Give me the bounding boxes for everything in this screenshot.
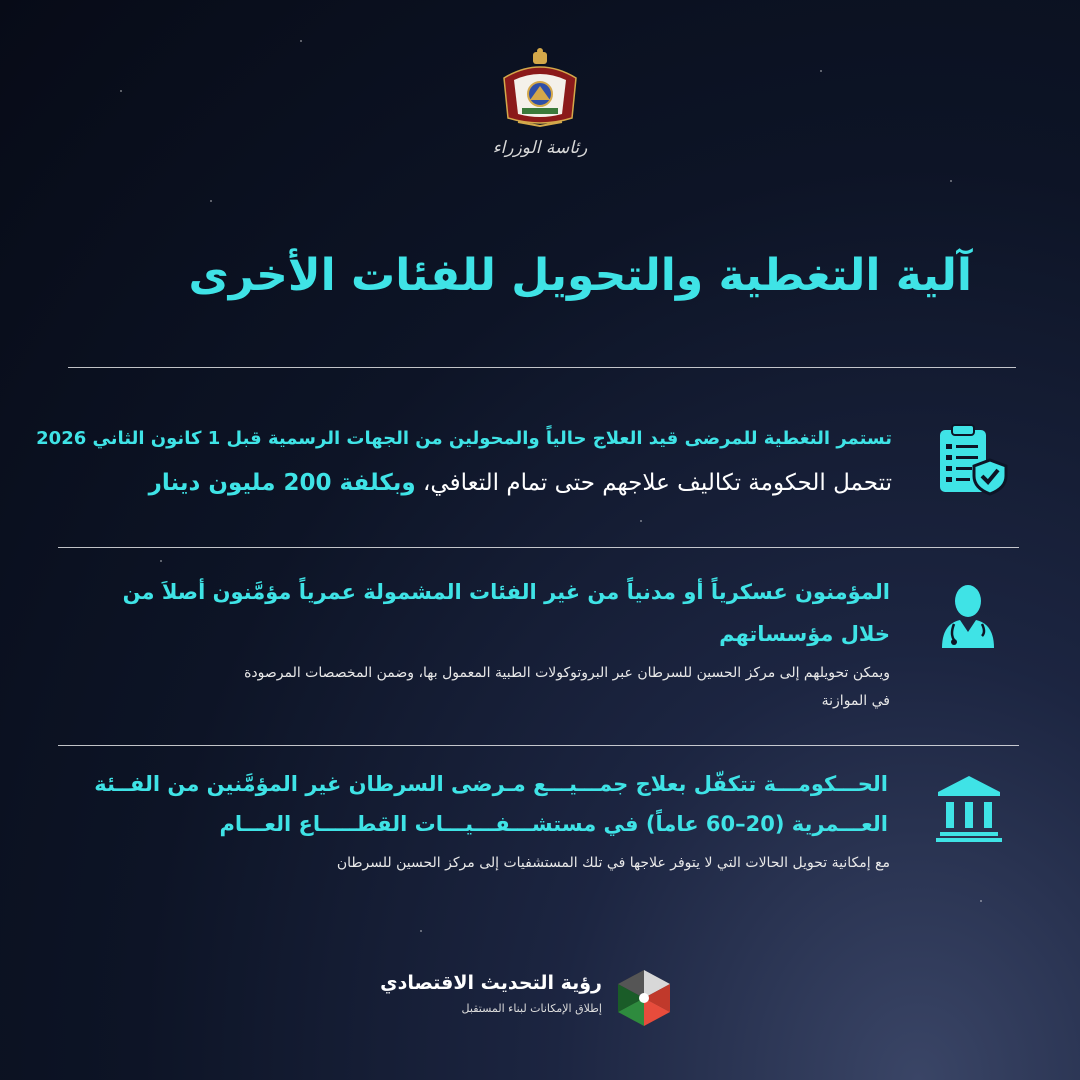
star xyxy=(950,180,952,182)
government-cost-statement: تتحمل الحكومة تكاليف علاجهم حتى تمام التعافي، xyxy=(415,470,892,496)
star xyxy=(160,560,162,562)
star xyxy=(980,900,982,902)
clipboard-shield-icon xyxy=(936,424,1010,496)
footer-logo-title: رؤية التحديث الاقتصادي xyxy=(380,972,602,994)
section-divider xyxy=(58,547,1019,548)
star xyxy=(820,70,822,72)
jordan-royal-emblem-icon xyxy=(500,48,580,130)
section-2-note-line-2: في الموازنة xyxy=(821,693,890,709)
star xyxy=(420,930,422,932)
section-2-heading-line-2: خلال مؤسساتهم xyxy=(719,622,890,646)
section-3-note: مع إمكانية تحويل الحالات التي لا يتوفر علاجها في تلك المستشفيات إلى مركز الحسين للسرطان xyxy=(336,855,890,871)
economic-vision-logo-icon xyxy=(614,968,674,1028)
section-3-heading-line-2: العـــمرية (20–60 عاماً) في مستشـــفـــيـــات القطـــــاع العـــام xyxy=(219,812,888,836)
prime-ministry-signature: رئاسة الوزراء xyxy=(492,138,588,158)
star xyxy=(210,200,212,202)
section-1-line-2 xyxy=(52,470,892,496)
coverage-statement: تستمر التغطية للمرضى قيد العلاج حالياً والمحولين من الجهات الرسمية قبل 1 كانون الثاني 2026 xyxy=(36,428,892,449)
star xyxy=(640,520,642,522)
section-2-heading-line-1: المؤمنون عسكرياً أو مدنياً من غير الفئات المشمولة عمرياً مؤمَّنون أصلاَ من xyxy=(122,580,890,604)
section-2-note-line-1: ويمكن تحويلهم إلى مركز الحسين للسرطان عبر البروتوكولات الطبية المعمول بها، وضمن المخصصات المرصودة xyxy=(244,665,890,681)
cost-amount: وبكلفة 200 مليون دينار xyxy=(148,470,416,496)
page-title: آلية التغطية والتحويل للفئات الأخرى xyxy=(188,250,972,301)
section-divider xyxy=(58,745,1019,746)
title-divider xyxy=(68,367,1016,368)
star xyxy=(120,90,122,92)
star xyxy=(300,40,302,42)
section-3-heading-line-1: الحـــكومـــة تتكفّل بعلاج جمـــيـــع مـرضى السرطان غير المؤمَّنين من الفــئة xyxy=(94,772,888,796)
government-building-icon xyxy=(936,774,1002,842)
section-1-line-1 xyxy=(36,428,892,449)
doctor-icon xyxy=(938,584,998,650)
footer-logo-subtitle: إطلاق الإمكانات لبناء المستقبل xyxy=(461,1002,602,1015)
